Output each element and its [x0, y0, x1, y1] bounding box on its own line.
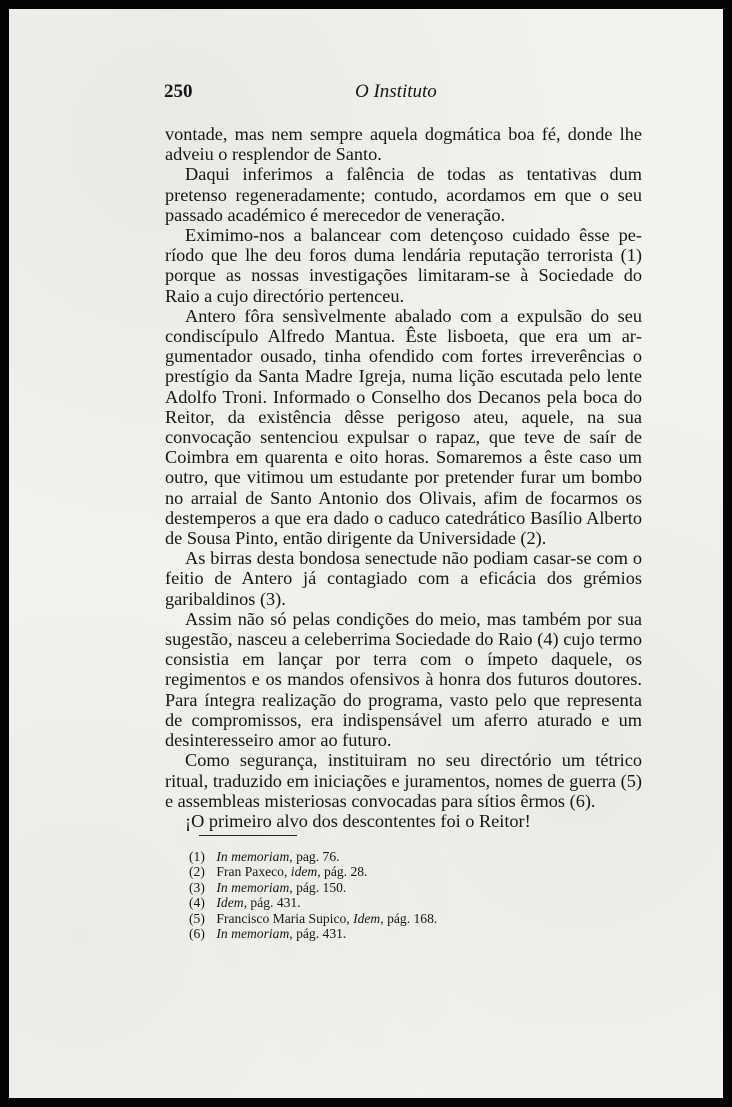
footnote-number: (4) [189, 895, 205, 911]
footnote-ref: pág. 431. [296, 926, 347, 942]
footnote-ref: pág. 28. [324, 864, 368, 880]
paragraph: Daqui inferimos a falência de todas as tentativas dum pretenso regeneradamente; contudo, acordamos em que o seu passado académico é merecedor de veneração. [165, 164, 642, 225]
footnote-ref: pág. 150. [296, 879, 347, 895]
footnote-title: In memoriam, [216, 926, 293, 942]
paragraph: As birras desta bondosa senectude não podiam casar-se com o feitio de Antero já contagiado com a eficácia dos grémios garibaldinos (3). [165, 548, 642, 609]
footnote-ref: pág. 431. [250, 895, 301, 911]
footnote-author: Francisco Maria Supico, [216, 910, 350, 926]
footnote [189, 849, 519, 864]
footnote-number: (1) [189, 849, 205, 864]
footnote-title: In memoriam, [216, 849, 293, 864]
footnote-number: (2) [189, 864, 205, 880]
body-text [165, 124, 642, 831]
closing-line: ¡O primeiro alvo dos descontentes foi o Reitor! [185, 810, 531, 831]
footnote-title: idem, [290, 864, 321, 880]
page-header [9, 73, 723, 103]
footnote-number: (6) [189, 926, 205, 942]
footnote [189, 911, 519, 926]
footnotes [189, 849, 519, 941]
footnote-title: Idem, [216, 895, 247, 911]
page-number: 250 [164, 81, 193, 102]
footnote-title: In memoriam, [216, 879, 293, 895]
footnote-number: (3) [189, 879, 205, 895]
footnote-ref: pag. 76. [296, 849, 340, 864]
paragraph: Como segurança, instituiram no seu directório um tétrico ritual, traduzido em iniciações e juramentos, nomes de guerra (5) e assembleas misteriosas convocadas para sítios êrmos (6). [165, 750, 642, 811]
footnote [189, 880, 519, 895]
running-title: O Instituto [355, 81, 437, 102]
paragraph: Assim não só pelas condições do meio, mas também por sua sugestão, nasceu a celeberrima Sociedade do Raio (4) cujo termo consistia em lançar por terra com o ímpeto daquele, os regimentos e os mandos ofensivos à honra dos futuros doutores. Para íntegra realização do programa, vasto pelo que representa de compromissos, era indispensável um aferro aturado e um desinteresseiro amor ao futuro. [165, 608, 642, 751]
footnote [189, 864, 519, 879]
paragraph: Eximimo-nos a balancear com detençoso cuidado êsse período que lhe deu foros duma lendária reputação terrorista (1) porque as nossas investigações limitaram-se à Sociedade do Raio a cujo directório pertenceu. [165, 225, 642, 306]
footnote-number: (5) [189, 910, 205, 926]
footnote-ref: pág. 168. [387, 910, 438, 926]
footnote-title: Idem, [353, 910, 384, 926]
paragraph: vontade, mas nem sempre aquela dogmática boa fé, donde lhe adveiu o resplendor de Santo. [165, 124, 642, 165]
book-page [9, 9, 723, 1098]
footnote-divider [199, 835, 297, 836]
footnote [189, 895, 519, 910]
paragraph: Antero fôra sensìvelmente abalado com a expulsão do seu condiscípulo Alfredo Mantua. Êste lisboeta, que era um argumentador ousado, tinha ofendido com fortes irreverências o prestígio da Santa Madre Igreja, numa lição escutada pelo lente Adolfo Troni. Informado o Conselho dos Decanos pela boca do Reitor, da existência dêsse perigoso ateu, aquele, na sua convocação sentenciou expulsar o rapaz, que teve de saír de Coimbra em quarenta e oito horas. Somaremos a êste caso um outro, que vitimou um estudante por pretender furar um bombo no arraial de Santo Antonio dos Olivais, afim de focarmos os destemperos a que era dado o caduco catedrático Basílio Alberto de Sousa Pinto, então dirigente da Universidade (2). [165, 305, 642, 549]
footnote-author: Fran Paxeco, [216, 864, 288, 880]
footnote [189, 926, 519, 941]
